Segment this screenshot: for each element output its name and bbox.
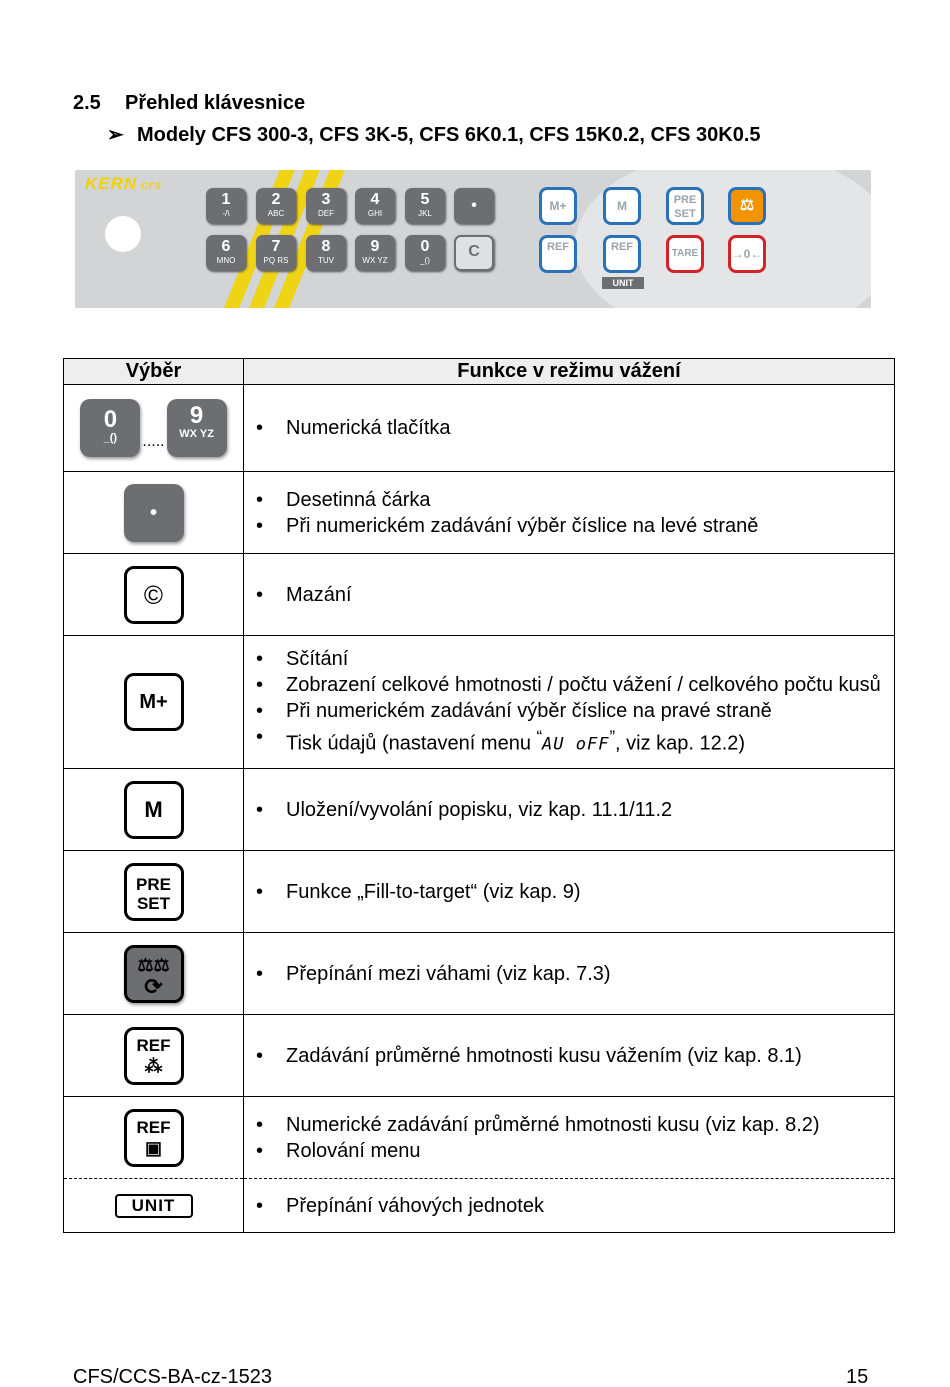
- footer-doc-id: CFS/CCS-BA-cz-1523: [73, 1366, 272, 1387]
- page-number: 15: [846, 1366, 869, 1387]
- mplus-key-icon: M+: [124, 673, 184, 731]
- table-row: [64, 472, 895, 554]
- key-scale-switch: ⚖: [728, 187, 766, 225]
- key-6: 6 MNO: [206, 235, 246, 271]
- list-item: • Přepínání mezi váhami (viz kap. 7.3): [256, 961, 894, 987]
- list-item: • Numerická tlačítka: [256, 415, 894, 441]
- function-table: [63, 358, 895, 1233]
- unit-label: UNIT: [602, 277, 644, 289]
- key-7: 7 PQ RS: [256, 235, 296, 271]
- key-preset: PRE SET: [666, 187, 704, 225]
- ref-numeric-key-icon: REF ▣: [124, 1109, 184, 1167]
- list-item: • Uložení/vyvolání popisku, viz kap. 11.1/11.2: [256, 797, 894, 823]
- list-item: • Sčítání: [256, 646, 894, 672]
- decimal-key-icon: •: [124, 484, 184, 542]
- table-row: [64, 851, 895, 933]
- key-m: M: [603, 187, 641, 225]
- key-ref-weigh: REF: [539, 235, 577, 273]
- key-9: 9 WX YZ: [355, 235, 395, 271]
- keypad-image: [75, 170, 871, 308]
- header-function: Funkce v režimu vážení: [244, 359, 895, 385]
- section-number: 2.5: [73, 92, 101, 114]
- arrow-bullet-icon: ➢: [107, 124, 124, 146]
- key-tare: TARE: [666, 235, 704, 273]
- header-selection: Výběr: [64, 359, 244, 385]
- list-item: • Funkce „Fill-to-target“ (viz kap. 9): [256, 879, 894, 905]
- list-item: • Přepínání váhových jednotek: [256, 1193, 894, 1219]
- table-row: [64, 636, 895, 769]
- ellipsis: .....: [142, 433, 165, 450]
- key-2: 2 ABC: [256, 188, 296, 224]
- key-decimal: •: [454, 188, 494, 224]
- kern-logo: KERN CFS: [85, 174, 163, 193]
- list-item: • Při numerickém zadávání výběr číslice na levé straně: [256, 513, 894, 539]
- numeric-keys-icon: [64, 385, 244, 472]
- models-heading: [107, 122, 761, 147]
- key-9-icon: 9 WX YZ: [167, 399, 227, 457]
- list-item: • Zobrazení celkové hmotnosti / počtu vážení / celkového počtu kusů: [256, 672, 894, 698]
- list-item: • Rolování menu: [256, 1138, 894, 1164]
- key-1: 1 -/\: [206, 188, 246, 224]
- models-text: Modely CFS 300-3, CFS 3K-5, CFS 6K0.1, CFS 15K0.2, CFS 30K0.5: [137, 124, 761, 146]
- list-item: • Zadávání průměrné hmotnosti kusu vážením (viz kap. 8.1): [256, 1043, 894, 1069]
- table-row: [64, 554, 895, 636]
- section-title: Přehled klávesnice: [125, 92, 306, 114]
- key-c: C: [454, 235, 494, 271]
- m-key-icon: M: [124, 781, 184, 839]
- ref-weigh-key-icon: REF ⁂: [124, 1027, 184, 1085]
- list-item: • Tisk údajů (nastavení menu “AU oFF”, viz kap. 12.2): [256, 724, 894, 758]
- table-row: [64, 1097, 895, 1179]
- list-item: • Při numerickém zadávání výběr číslice na pravé straně: [256, 698, 894, 724]
- table-row: [64, 769, 895, 851]
- section-heading: [73, 92, 305, 115]
- key-3: 3 DEF: [306, 188, 346, 224]
- table-row: [64, 385, 895, 472]
- key-0-icon: 0 _(): [80, 399, 140, 457]
- key-mplus: M+: [539, 187, 577, 225]
- preset-key-icon: PRE SET: [124, 863, 184, 921]
- key-zero: →0←: [728, 235, 766, 273]
- keypad-hole: [105, 216, 141, 252]
- key-0: 0 _(): [405, 235, 445, 271]
- clear-key-icon: ©: [124, 566, 184, 624]
- list-item: • Mazání: [256, 582, 894, 608]
- list-item: • Desetinná čárka: [256, 487, 894, 513]
- table-row: [64, 933, 895, 1015]
- key-8: 8 TUV: [306, 235, 346, 271]
- table-row: [64, 1179, 895, 1233]
- scale-switch-key-icon: ⚖⚖ ⟳: [124, 945, 184, 1003]
- unit-key-icon: UNIT: [115, 1194, 193, 1218]
- list-item: • Numerické zadávání průměrné hmotnosti kusu (viz kap. 8.2): [256, 1112, 894, 1138]
- key-5: 5 JKL: [405, 188, 445, 224]
- key-4: 4 GHI: [355, 188, 395, 224]
- segment-display-text: AU oFF: [542, 734, 610, 755]
- table-row: [64, 1015, 895, 1097]
- table-header: [64, 359, 895, 385]
- key-ref-numeric: REF: [603, 235, 641, 273]
